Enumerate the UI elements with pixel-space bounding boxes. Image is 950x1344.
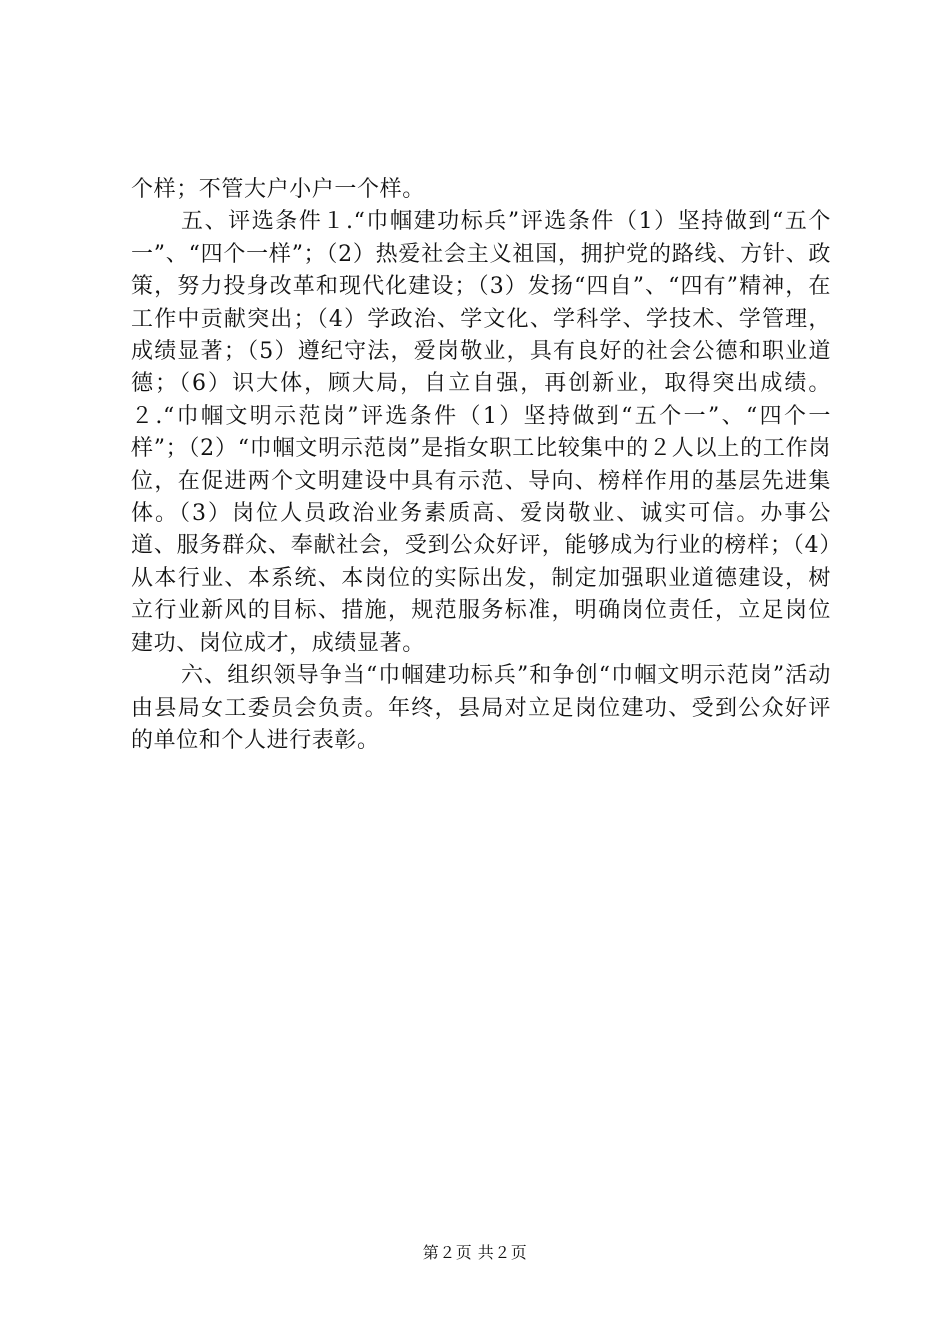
page-footer: 第２页 共２页 [422, 1243, 528, 1262]
paragraph-section-six-organization: 六、组织领导争当“巾帼建功标兵”和争创“巾帼文明示范岗”活动由县局女工委员会负责。年终，县局对立足岗位建功、受到公众好评的单位和个人进行表彰。 [131, 663, 831, 753]
paragraph-section-five-criteria: 五、评选条件１.“巾帼建功标兵”评选条件（1）坚持做到“五个一”、“四个一样”；（2）热爱社会主义祖国，拥护党的路线、方针、政策，努力投身改革和现代化建设；（3）发扬“四自”、“四有”精神，在工作中贡献突出；（4）学政治、学文化、学科学、学技术、学管理，成绩显著；（5）遵纪守法，爱岗敬业，具有良好的社会公德和职业道德；（6）识大体，顾大局，自立自强，再创新业，取得突出成绩。２.“巾帼文明示范岗”评选条件（1）坚持做到“五个一”、“四个一样”；（2）“巾帼文明示范岗”是指女职工比较集中的２人以上的工作岗位，在促进两个文明建设中具有示范、导向、榜样作用的基层先进集体。（3）岗位人员政治业务素质高、爱岗敬业、诚实可信。办事公道、服务群众、奉献社会，受到公众好评，能够成为行业的榜样；（4）从本行业、本系统、本岗位的实际出发，制定加强职业道德建设，树立行业新风的目标、措施，规范服务标准，明确岗位责任，立足岗位建功、岗位成才，成绩显著。 [131, 209, 831, 656]
document-body [131, 174, 831, 757]
paragraph-continuation: 个样；不管大户小户一个样。 [131, 177, 425, 202]
